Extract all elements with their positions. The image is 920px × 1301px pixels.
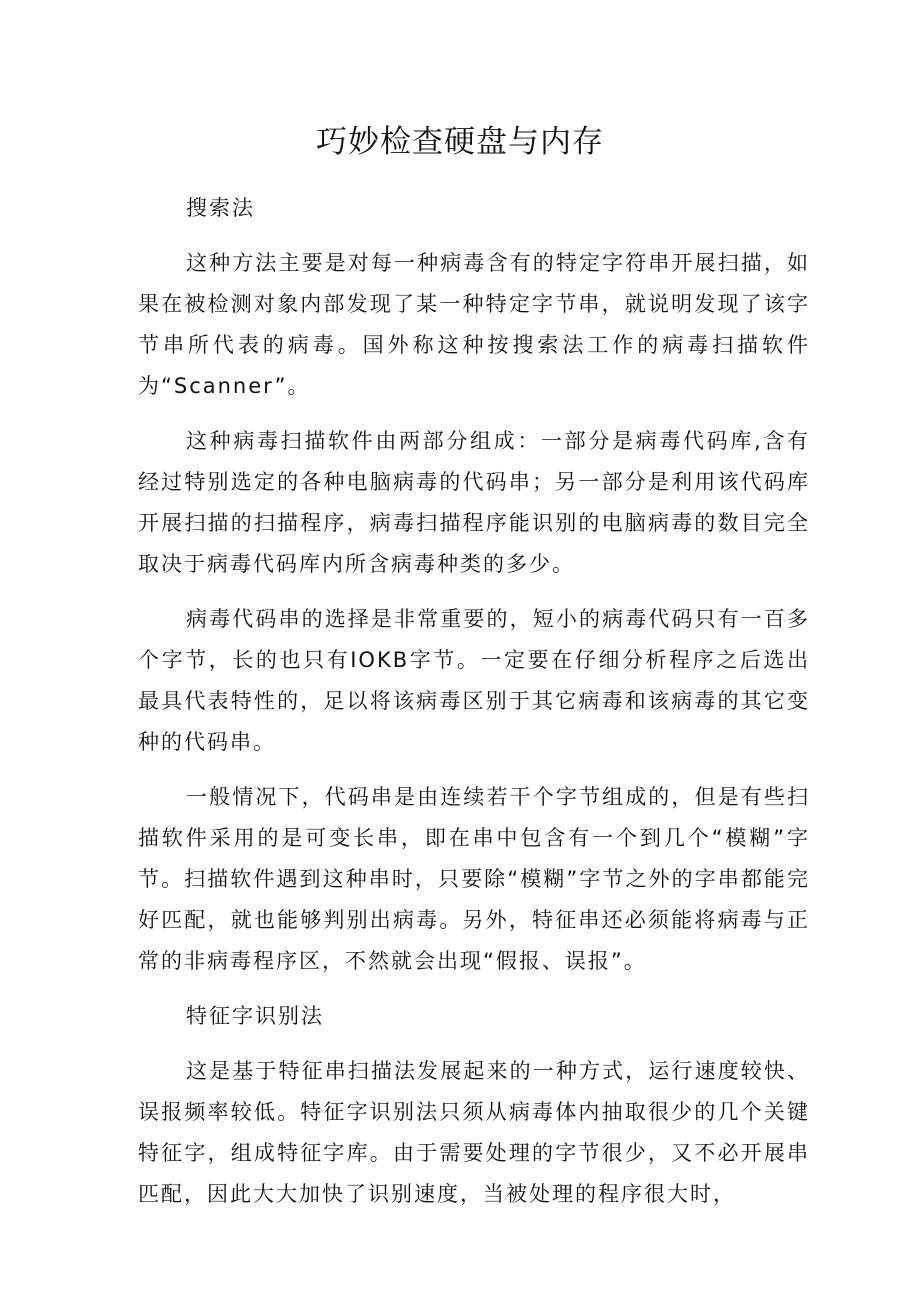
document-title: 巧妙检查硬盘与内存 xyxy=(316,124,604,160)
section-heading-feature-word: 特征字识别法 xyxy=(186,1004,324,1028)
paragraph-1: 这种方法主要是对每一种病毒含有的特定字符串开展扫描，如果在被检测对象内部发现了某一种特定字节串，就说明发现了该字节串所代表的病毒。国外称这种按搜索法工作的病毒扫描软件为“Scanner”。 xyxy=(138,251,810,398)
paragraph-4: 一般情况下，代码串是由连续若干个字节组成的，但是有些扫描软件采用的是可变长串，即在串中包含有一个到几个“模糊”字节。扫描软件遇到这种串时，只要除“模糊”字节之外的字串都能完好匹配，就也能够判别出病毒。另外，特征串还必须能将病毒与正常的非病毒程序区，不然就会出现“假报、误报”。 xyxy=(138,785,810,973)
paragraph-5: 这是基于特征串扫描法发展起来的一种方式，运行速度较快、误报频率较低。特征字识别法只须从病毒体内抽取很少的几个关键特征字，组成特征字库。由于需要处理的字节很少，又不必开展串匹配，因此大大加快了识别速度，当被处理的程序很大时， xyxy=(138,1059,810,1206)
section-heading-search: 搜索法 xyxy=(186,196,255,220)
document-body xyxy=(138,188,810,1229)
paragraph-3: 病毒代码串的选择是非常重要的，短小的病毒代码只有一百多个字节，长的也只有IOKB字节。一定要在仔细分析程序之后选出最具代表特性的，足以将该病毒区别于其它病毒和该病毒的其它变种的代码串。 xyxy=(138,607,810,754)
paragraph-2: 这种病毒扫描软件由两部分组成：一部分是病毒代码库,含有经过特别选定的各种电脑病毒的代码串；另一部分是利用该代码库开展扫描的扫描程序，病毒扫描程序能识别的电脑病毒的数目完全取决于病毒代码库内所含病毒种类的多少。 xyxy=(138,429,810,576)
